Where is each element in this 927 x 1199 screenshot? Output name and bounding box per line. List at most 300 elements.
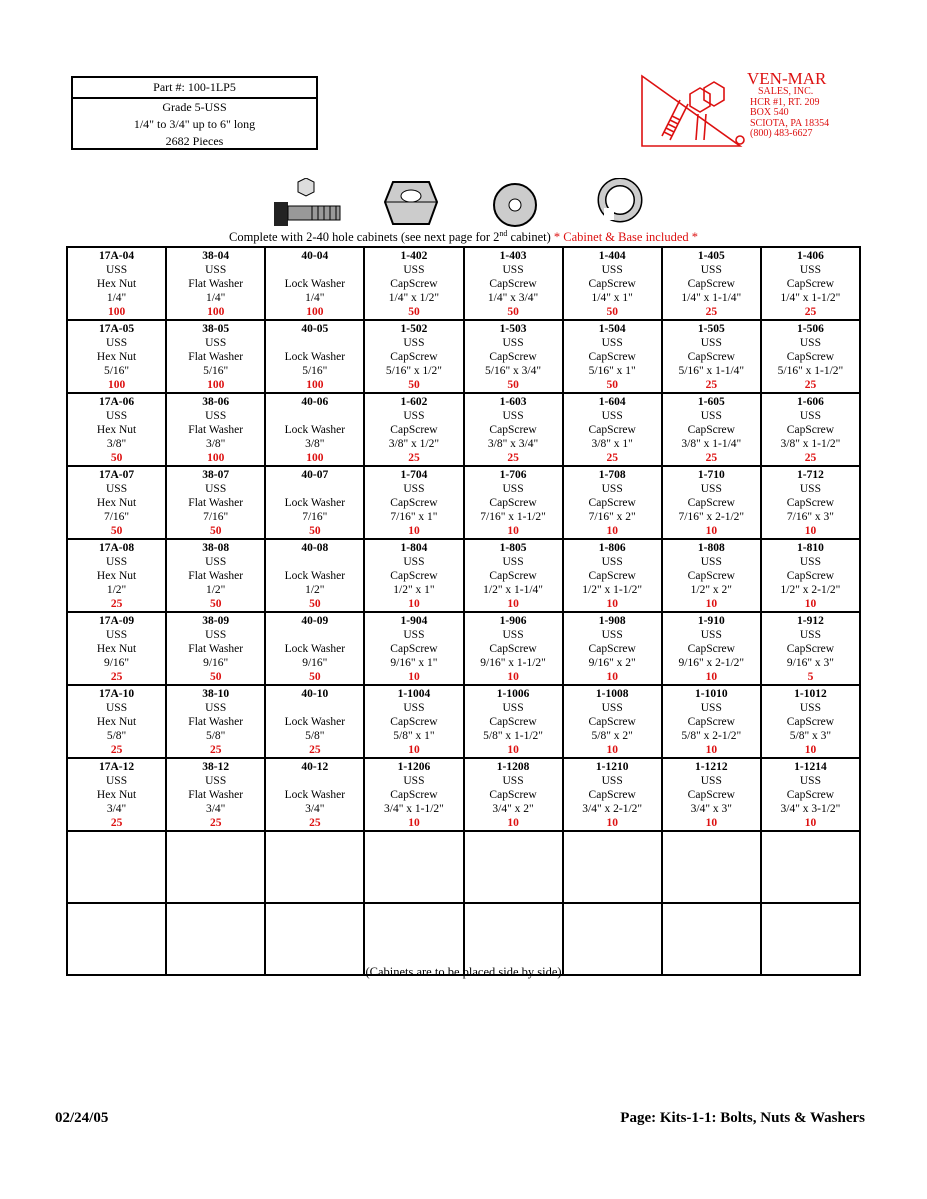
- cell-qty: 25: [110, 744, 123, 756]
- cell-size: 5/8": [305, 730, 325, 742]
- hex-nut-icon: [383, 178, 439, 228]
- grid-row: [67, 539, 860, 612]
- caption-sup: nd: [499, 229, 508, 238]
- cell-type: CapScrew: [687, 278, 735, 290]
- cell-pn: 17A-05: [98, 323, 135, 335]
- cell-type: Flat Washer: [188, 716, 244, 728]
- grid-row: [67, 612, 860, 685]
- cell-type: Lock Washer: [284, 643, 346, 655]
- empty-cell: [67, 903, 166, 975]
- logo-mark-icon: [640, 70, 745, 150]
- cell-pn: 40-09: [301, 615, 329, 627]
- part-cell: [364, 320, 463, 393]
- cell-pn: 38-06: [202, 396, 230, 408]
- cell-type: CapScrew: [489, 643, 537, 655]
- cell-qty: 100: [107, 379, 126, 391]
- hardware-icons: [0, 178, 927, 228]
- cell-std: USS: [106, 337, 128, 349]
- cell-qty: 10: [705, 598, 718, 610]
- cell-qty: 10: [705, 817, 718, 829]
- flat-washer-icon: [492, 178, 538, 228]
- cell-size: 3/8" x 1-1/4": [681, 438, 742, 450]
- cell-pn: 1-710: [697, 469, 725, 481]
- part-cell: [67, 539, 166, 612]
- cell-size: 9/16": [103, 657, 130, 669]
- cell-size: 1/4": [305, 292, 325, 304]
- cell-size: 3/4" x 2": [492, 803, 534, 815]
- size-range: 1/4" to 3/4" up to 6" long: [133, 117, 256, 131]
- cell-std: USS: [106, 702, 128, 714]
- cell-std: USS: [106, 483, 128, 495]
- cell-std: USS: [205, 775, 227, 787]
- cell-pn: 1-1012: [794, 688, 827, 700]
- grid-row: [67, 466, 860, 539]
- cell-type: CapScrew: [687, 351, 735, 363]
- cell-std: USS: [106, 264, 128, 276]
- cell-pn: 1-605: [697, 396, 725, 408]
- cell-pn: 1-1004: [397, 688, 431, 700]
- cell-type: Lock Washer: [284, 570, 346, 582]
- cell-std: USS: [106, 410, 128, 422]
- cell-size: 1/2": [106, 584, 127, 596]
- cell-pn: 1-706: [499, 469, 527, 481]
- cell-size: 7/16" x 3": [786, 511, 834, 523]
- cell-qty: 25: [804, 452, 817, 464]
- cell-std: USS: [106, 775, 128, 787]
- cell-std: USS: [601, 629, 623, 641]
- part-cell: [761, 758, 860, 831]
- cell-qty: 10: [606, 671, 618, 683]
- cell-std: USS: [601, 483, 623, 495]
- cell-type: CapScrew: [687, 643, 735, 655]
- cell-qty: 25: [110, 817, 123, 829]
- cell-size: 5/8": [106, 730, 127, 742]
- cell-type: CapScrew: [489, 789, 537, 801]
- cell-qty: 10: [408, 598, 420, 610]
- cell-pn: 1-1210: [595, 761, 629, 773]
- part-cell: [662, 539, 761, 612]
- cell-pn: 1-808: [697, 542, 725, 554]
- cell-size: 9/16" x 3": [786, 657, 834, 669]
- cell-std: USS: [403, 775, 425, 787]
- cell-std: USS: [205, 337, 227, 349]
- cell-qty: 50: [408, 306, 420, 318]
- cell-type: Hex Nut: [96, 351, 137, 363]
- cell-pn: 1-503: [499, 323, 527, 335]
- cell-qty: 10: [507, 817, 519, 829]
- part-cell: [761, 320, 860, 393]
- cell-size: 1/2" x 1-1/4": [483, 584, 543, 596]
- bolt-icon: [270, 178, 350, 228]
- empty-cell: [563, 831, 662, 903]
- cell-std: USS: [700, 264, 722, 276]
- part-cell: [67, 393, 166, 466]
- part-cell: [364, 539, 463, 612]
- cell-pn: 38-10: [202, 688, 230, 700]
- cell-type: Hex Nut: [96, 278, 137, 290]
- cell-qty: 25: [309, 744, 321, 756]
- part-cell: [265, 539, 364, 612]
- cell-std: USS: [403, 264, 425, 276]
- cell-std: USS: [799, 775, 821, 787]
- empty-cell: [166, 903, 265, 975]
- part-cell: [761, 539, 860, 612]
- cell-qty: 50: [606, 379, 618, 391]
- part-cell: [761, 247, 860, 320]
- part-cell: [563, 247, 662, 320]
- cell-qty: 50: [606, 306, 618, 318]
- footer-page: Page: Kits-1-1: Bolts, Nuts & Washers: [620, 1110, 865, 1126]
- part-cell: [166, 320, 265, 393]
- cell-pn: 1-1006: [496, 688, 530, 700]
- grade: Grade 5-USS: [162, 100, 227, 114]
- cell-std: [266, 482, 363, 496]
- part-cell: [464, 466, 563, 539]
- cell-pn: 1-1214: [794, 761, 827, 773]
- cell-pn: 1-712: [797, 469, 824, 481]
- part-cell: [364, 612, 463, 685]
- cell-size: 3/4": [205, 803, 226, 815]
- cell-type: CapScrew: [390, 351, 438, 363]
- cell-std: [266, 409, 363, 423]
- cell-std: USS: [403, 702, 425, 714]
- grid-row: [67, 393, 860, 466]
- part-cell: [166, 612, 265, 685]
- cell-type: CapScrew: [786, 351, 835, 363]
- part-cell: [662, 758, 761, 831]
- cell-qty: 25: [804, 379, 817, 391]
- cell-type: Flat Washer: [188, 497, 244, 509]
- cell-pn: 1-606: [797, 396, 824, 408]
- cell-std: USS: [700, 483, 722, 495]
- cell-type: CapScrew: [588, 716, 636, 728]
- company-address: [750, 87, 829, 140]
- cell-qty: 100: [306, 452, 324, 464]
- cell-type: CapScrew: [687, 789, 735, 801]
- cell-std: USS: [700, 775, 722, 787]
- grid-row: [67, 320, 860, 393]
- grid-row: [67, 685, 860, 758]
- empty-grid-row: [67, 903, 860, 975]
- cell-type: CapScrew: [489, 351, 537, 363]
- empty-cell: [662, 903, 761, 975]
- company-name: VEN-MAR: [747, 69, 827, 88]
- company-sub: SALES, INC.: [758, 86, 814, 97]
- cell-type: Hex Nut: [96, 497, 137, 509]
- cell-std: USS: [700, 410, 722, 422]
- cell-size: 7/16": [103, 511, 130, 523]
- cell-size: 7/16" x 1-1/2": [480, 511, 546, 523]
- part-number: Part #: 100-1LP5: [73, 78, 316, 99]
- cell-size: 1/4": [205, 292, 226, 304]
- cell-qty: 50: [209, 671, 222, 683]
- caption-after: cabinet): [507, 230, 551, 245]
- cell-pn: 1-403: [499, 250, 527, 262]
- cell-type: CapScrew: [786, 424, 835, 436]
- empty-cell: [265, 831, 364, 903]
- cell-qty: 10: [804, 598, 817, 610]
- part-cell: [662, 393, 761, 466]
- cell-size: 3/8" x 1/2": [388, 438, 440, 450]
- address-line-3: SCIOTA, PA 18354: [750, 117, 830, 129]
- cell-type: CapScrew: [390, 278, 438, 290]
- cell-pn: 1-404: [598, 250, 626, 262]
- cell-size: 9/16" x 1": [390, 657, 438, 669]
- cell-qty: 10: [507, 671, 519, 683]
- part-cell: [67, 466, 166, 539]
- cell-type: CapScrew: [489, 497, 537, 509]
- cell-std: USS: [799, 629, 821, 641]
- cell-size: 1/4" x 3/4": [487, 292, 539, 304]
- cell-size: 5/8" x 1-1/2": [483, 730, 543, 742]
- cell-std: [266, 263, 363, 277]
- cell-qty: 25: [209, 744, 222, 756]
- cell-type: CapScrew: [687, 716, 735, 728]
- cell-size: 5/16": [302, 365, 328, 377]
- cell-type: CapScrew: [390, 789, 438, 801]
- part-cell: [563, 466, 662, 539]
- part-cell: [563, 393, 662, 466]
- empty-cell: [662, 831, 761, 903]
- cell-pn: 1-908: [598, 615, 626, 627]
- cell-pn: 17A-10: [98, 688, 135, 700]
- cell-std: USS: [502, 264, 524, 276]
- cell-pn: 17A-04: [98, 250, 135, 262]
- cell-qty: 50: [110, 452, 123, 464]
- cell-std: [266, 774, 363, 788]
- cell-type: Hex Nut: [96, 570, 137, 582]
- cell-qty: 25: [705, 306, 718, 318]
- empty-cell: [464, 831, 563, 903]
- cell-pn: 1-406: [797, 250, 824, 262]
- cell-type: CapScrew: [588, 570, 636, 582]
- cell-qty: 25: [209, 817, 222, 829]
- cell-std: USS: [799, 337, 821, 349]
- cell-std: [266, 701, 363, 715]
- empty-cell: [464, 903, 563, 975]
- cell-std: USS: [502, 410, 524, 422]
- part-info-box: [71, 76, 318, 150]
- cell-qty: 50: [309, 671, 321, 683]
- cell-pn: 38-08: [202, 542, 230, 554]
- cell-std: USS: [601, 556, 623, 568]
- part-cell: [364, 247, 463, 320]
- cell-type: Lock Washer: [284, 789, 346, 801]
- cell-size: 7/16" x 2-1/2": [678, 511, 745, 523]
- cell-qty: 10: [507, 744, 519, 756]
- cell-qty: 10: [606, 817, 618, 829]
- empty-cell: [67, 831, 166, 903]
- cell-std: USS: [403, 410, 425, 422]
- cell-std: USS: [205, 264, 227, 276]
- cell-type: Hex Nut: [96, 643, 137, 655]
- part-cell: [166, 685, 265, 758]
- part-cell: [265, 758, 364, 831]
- cell-std: USS: [502, 556, 524, 568]
- cell-std: USS: [601, 337, 623, 349]
- cell-qty: 10: [408, 525, 420, 537]
- cell-qty: 25: [705, 379, 718, 391]
- cell-pn: 40-05: [301, 323, 329, 335]
- cell-type: CapScrew: [786, 643, 835, 655]
- cell-size: 3/4" x 3": [690, 803, 732, 815]
- cell-qty: 25: [110, 671, 123, 683]
- cell-qty: 25: [606, 452, 618, 464]
- cell-type: CapScrew: [390, 716, 438, 728]
- cell-pn: 17A-06: [98, 396, 135, 408]
- part-cell: [662, 320, 761, 393]
- part-cell: [464, 320, 563, 393]
- part-cell: [464, 685, 563, 758]
- empty-cell: [364, 903, 463, 975]
- empty-cell: [761, 903, 860, 975]
- cell-size: 3/4" x 1-1/2": [384, 803, 444, 815]
- part-cell: [464, 758, 563, 831]
- part-cell: [166, 466, 265, 539]
- part-cell: [662, 612, 761, 685]
- cell-type: Flat Washer: [188, 643, 244, 655]
- cell-qty: 10: [408, 744, 420, 756]
- cell-qty: 100: [207, 306, 225, 318]
- part-cell: [761, 685, 860, 758]
- cell-qty: 25: [804, 306, 817, 318]
- cell-size: 1/2": [305, 584, 325, 596]
- cell-std: USS: [502, 702, 524, 714]
- cell-pn: 1-805: [499, 542, 527, 554]
- cell-std: USS: [502, 337, 524, 349]
- cell-size: 3/4" x 2-1/2": [582, 803, 643, 815]
- cell-pn: 38-05: [202, 323, 230, 335]
- cell-std: USS: [601, 264, 623, 276]
- cell-type: CapScrew: [588, 351, 636, 363]
- part-cell: [166, 758, 265, 831]
- cell-size: 9/16" x 1-1/2": [480, 657, 546, 669]
- cell-type: Lock Washer: [284, 716, 346, 728]
- cell-qty: 25: [507, 452, 519, 464]
- cell-pn: 1-506: [797, 323, 824, 335]
- part-cell: [761, 612, 860, 685]
- part-cell: [662, 247, 761, 320]
- cell-qty: 10: [705, 744, 718, 756]
- cell-pn: 17A-12: [98, 761, 135, 773]
- cell-type: Lock Washer: [284, 497, 346, 509]
- part-cell: [464, 393, 563, 466]
- cell-std: USS: [403, 556, 425, 568]
- cell-std: USS: [502, 483, 524, 495]
- cell-qty: 10: [408, 817, 420, 829]
- part-cell: [265, 612, 364, 685]
- part-cell: [364, 685, 463, 758]
- cell-type: CapScrew: [588, 643, 636, 655]
- part-cell: [166, 539, 265, 612]
- part-cell: [464, 539, 563, 612]
- cell-type: CapScrew: [687, 570, 735, 582]
- grid-row: [67, 247, 860, 320]
- cell-qty: 10: [705, 671, 718, 683]
- address-line-1: HCR #1, RT. 209: [750, 96, 820, 108]
- part-cell: [464, 247, 563, 320]
- cell-size: 1/2" x 1": [393, 584, 435, 596]
- cell-pn: 1-910: [697, 615, 725, 627]
- empty-grid-row: [67, 831, 860, 903]
- cell-type: CapScrew: [390, 424, 438, 436]
- cell-size: 5/8" x 2": [591, 730, 633, 742]
- cell-pn: 1-708: [598, 469, 626, 481]
- cell-size: 5/16" x 3/4": [485, 365, 542, 377]
- part-cell: [563, 320, 662, 393]
- empty-cell: [265, 903, 364, 975]
- cell-size: 5/8" x 1": [393, 730, 435, 742]
- cell-size: 1/4" x 1/2": [388, 292, 440, 304]
- cell-size: 5/8" x 3": [789, 730, 832, 742]
- part-cell: [563, 539, 662, 612]
- cell-pn: 38-12: [202, 761, 230, 773]
- cell-type: CapScrew: [687, 497, 735, 509]
- cell-size: 1/2" x 2-1/2": [780, 584, 841, 596]
- cell-type: CapScrew: [390, 497, 438, 509]
- cell-qty: 50: [209, 598, 222, 610]
- caption-red: * Cabinet & Base included *: [550, 230, 698, 245]
- cell-qty: 50: [507, 306, 519, 318]
- part-cell: [166, 247, 265, 320]
- cell-type: Flat Washer: [188, 789, 244, 801]
- cell-qty: 10: [705, 525, 718, 537]
- cell-std: USS: [403, 629, 425, 641]
- cell-std: USS: [205, 483, 227, 495]
- cell-qty: 10: [507, 525, 519, 537]
- cell-type: CapScrew: [786, 716, 835, 728]
- part-cell: [662, 685, 761, 758]
- cell-qty: 50: [309, 525, 321, 537]
- cell-size: 5/16" x 1/2": [385, 365, 442, 377]
- cell-size: 1/2": [205, 584, 226, 596]
- cell-type: Flat Washer: [188, 278, 244, 290]
- cell-size: 3/8" x 1": [591, 438, 633, 450]
- cell-std: USS: [799, 702, 821, 714]
- cell-pn: 40-08: [301, 542, 329, 554]
- empty-cell: [364, 831, 463, 903]
- cell-pn: 40-12: [301, 761, 329, 773]
- cell-size: 1/2" x 1-1/2": [582, 584, 643, 596]
- part-cell: [364, 466, 463, 539]
- cell-type: CapScrew: [588, 497, 636, 509]
- cell-qty: 50: [309, 598, 321, 610]
- caption-main: Complete with 2-40 hole cabinets (see next page for 2: [229, 230, 500, 245]
- part-cell: [265, 466, 364, 539]
- cell-std: USS: [205, 702, 227, 714]
- cell-size: 5/16": [103, 365, 130, 377]
- cabinet-caption: [0, 229, 927, 245]
- cell-qty: 10: [507, 598, 519, 610]
- cell-std: USS: [106, 629, 128, 641]
- cell-type: CapScrew: [786, 789, 835, 801]
- cell-type: Lock Washer: [284, 424, 346, 436]
- part-cell: [67, 320, 166, 393]
- lock-washer-icon: [594, 178, 646, 228]
- cell-pn: 1-402: [400, 250, 428, 262]
- cell-type: CapScrew: [786, 278, 835, 290]
- cell-size: 7/16" x 2": [588, 511, 636, 523]
- cell-pn: 1-810: [797, 542, 824, 554]
- cell-size: 3/8": [205, 438, 226, 450]
- cell-size: 9/16": [203, 657, 229, 669]
- cell-std: USS: [700, 702, 722, 714]
- cell-size: 7/16": [302, 511, 328, 523]
- cell-type: CapScrew: [489, 716, 537, 728]
- cell-std: USS: [700, 629, 722, 641]
- cell-std: [266, 628, 363, 642]
- cell-pn: 1-504: [598, 323, 626, 335]
